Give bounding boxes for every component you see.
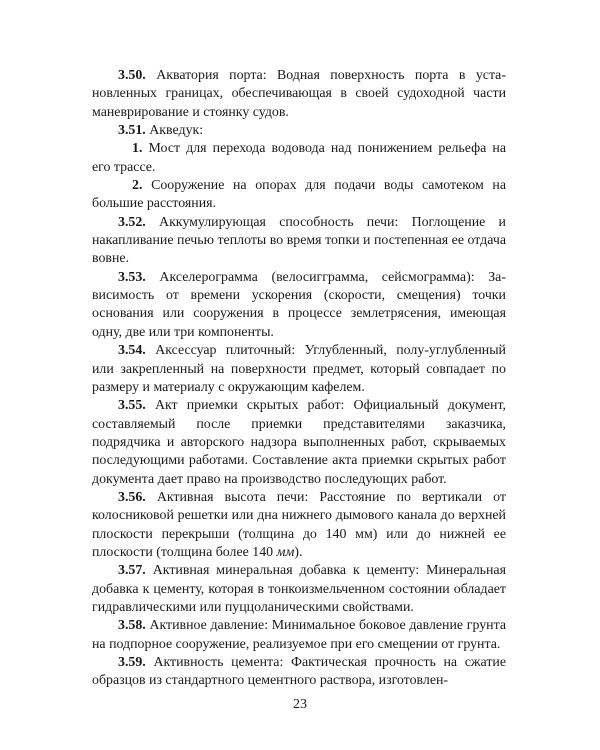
entry-3-59 (92, 654, 506, 691)
entry-text: Акведук: (149, 123, 204, 139)
entry-number: 3.53. (118, 269, 146, 285)
entry-3-55 (92, 397, 506, 489)
entry-number: 3.58. (118, 618, 146, 634)
document-body (92, 67, 506, 691)
entry-number: 3.50. (118, 68, 146, 83)
entry-text: Мост для перехода водовода над понижением рельефа на его трассе. (92, 141, 506, 175)
entry-3-58 (92, 617, 506, 654)
entry-text: Активное давление: Минимальное боковое давление грунта на подпорное сооружение, реализуемое при его смещении от грунта. (92, 618, 506, 652)
entry-3-51 (92, 122, 506, 140)
entry-3-57 (92, 562, 506, 617)
entry-number: 3.56. (118, 489, 146, 505)
entry-number: 3.52. (118, 214, 146, 230)
entry-3-50 (92, 67, 506, 122)
entry-3-51-item-1 (92, 140, 506, 177)
entry-3-51-item-2 (92, 177, 506, 214)
entry-3-54 (92, 342, 506, 397)
page-number: 23 (293, 697, 307, 712)
entry-text: Акватория порта: Водная поверхность порта в установленных границах, обеспечивающая в своей судоходной части маневрирование и стоянку судов. (92, 68, 506, 120)
entry-3-52 (92, 214, 506, 269)
entry-text: Активная минеральная добавка к цементу: Минеральная добавка к цементу, которая в тонкоизмельченном состоянии обладает гидравлическими или пуццоланическими свойствами. (92, 563, 506, 615)
entry-3-53 (92, 269, 506, 342)
entry-number: 3.59. (118, 655, 146, 670)
entry-text: Акселерограмма (велосигграмма, сейсмограмма): Зависимость от времени ускорения (скорости, смещения) точки основания или сооружения в процессе землетрясения, имеющая одну, две или три компоненты. (92, 269, 506, 340)
entry-text: Аксессуар плиточный: Углубленный, полу-углубленный или закрепленный на поверхности предмет, который совпадает по размеру и материалу с окружающим кафелем. (92, 343, 506, 395)
entry-text: Сооружение на опорах для подачи воды самотеком на большие расстояния. (92, 178, 506, 212)
entry-text: Активная высота печи: Расстояние по вертикали от колосниковой решетки или дна нижнего дымового канала до верхней плоскости перекрыши (толщина до 140 мм) или до нижней ее плоскости (толщина более 140 (92, 489, 506, 560)
entry-number: 1. (132, 141, 143, 157)
entry-text: Аккумулирующая способность печи: Поглощение и накапливание печью теплоты во время топки и постепенная ее отдача вовне. (92, 214, 506, 267)
entry-number: 2. (132, 178, 143, 194)
entry-text: Акт приемки скрытых работ: Официальный документ, составляемый после приемки представителями заказчика, подрядчика и авторского надзора выполненных работ, скрываемых последующими работами. Составление акта приемки скрытых работ документа дает право на производство последующих работ. (92, 398, 506, 487)
entry-number: 3.55. (118, 398, 146, 414)
entry-number: 3.54. (118, 343, 146, 359)
entry-number: 3.57. (118, 563, 146, 579)
entry-number: 3.51. (118, 123, 146, 139)
entry-text: Активность цемента: Фактическая прочность на сжатие образцов из стандартного цементного раствора, изготовлен- (92, 655, 506, 689)
entry-3-56 (92, 489, 506, 562)
entry-text-end: ). (294, 544, 303, 560)
entry-text-italic-unit: мм (276, 544, 295, 560)
